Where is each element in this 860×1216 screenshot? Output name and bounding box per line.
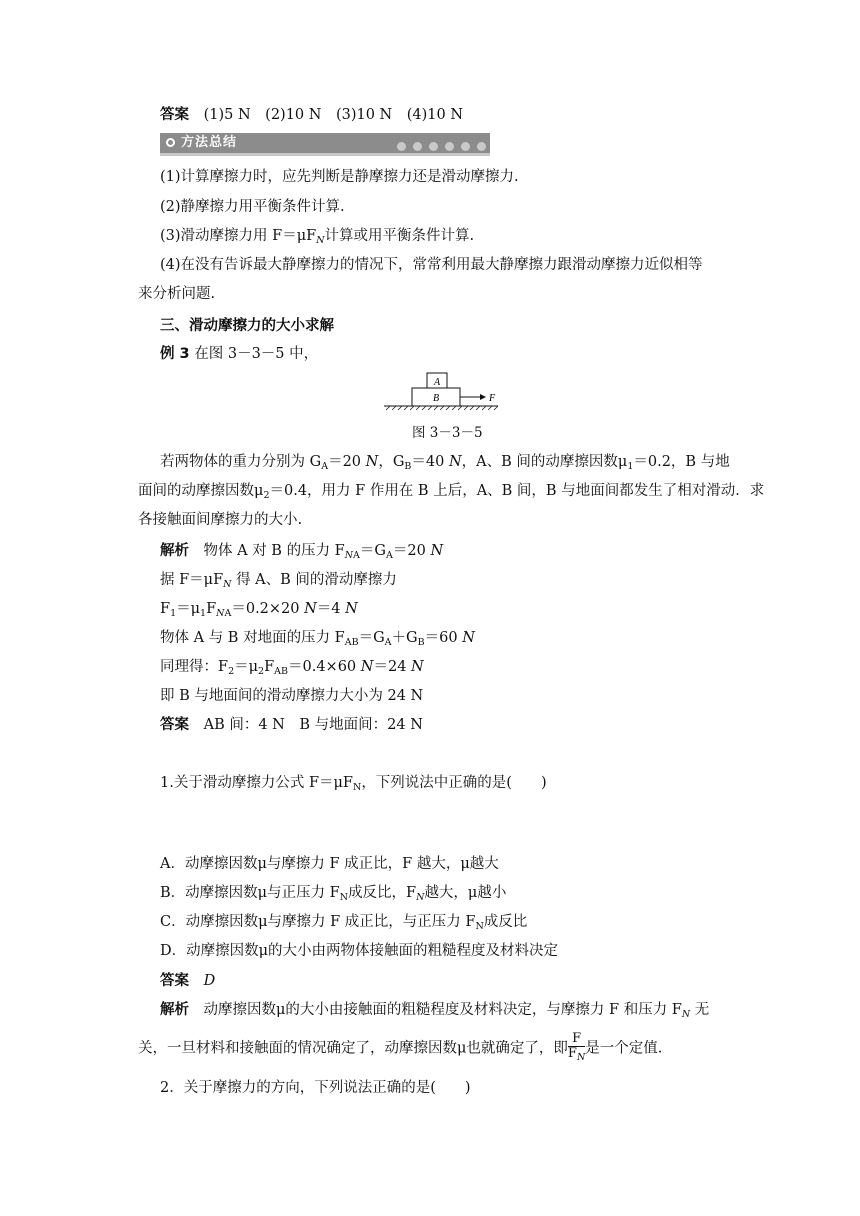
analysis-line-4-text: 物体 A 与 B 对地面的压力 F [160, 630, 345, 646]
option-c: C．动摩擦因数μ与摩擦力 F 成正比，与正压力 $F_N$成反比 [160, 914, 528, 932]
analysis-line-5-text: 同理得：F [160, 659, 229, 675]
method-item-2: (2)静摩擦力用平衡条件计算. [160, 199, 345, 215]
analysis-line-3-text: F [160, 601, 171, 617]
answer-line-2 [160, 714, 423, 736]
analysis-line-1-text: 物体 A 对 B 的压力 F [203, 543, 345, 559]
problem-line-1-text: 若两物体的重力分别为 G [160, 454, 322, 470]
method-item-1: (1)计算摩擦力时，应先判断是静摩擦力还是滑动摩擦力. [160, 169, 519, 185]
method-item-3-tail: 计算或用平衡条件计算. [324, 228, 475, 244]
force-label: F [489, 393, 496, 404]
answer-text: AB 间：4 N B 与地面间：24 N [203, 717, 423, 733]
answer-label: 答案 [160, 107, 189, 123]
arrow-head-icon [480, 394, 486, 400]
block-a-label: A [433, 377, 441, 388]
answer-text: (1)5 N (2)10 N (3)10 N (4)10 N [203, 107, 464, 123]
method-item-3-text: (3)滑动摩擦力用 F＝μF [160, 228, 317, 244]
question-1-stem: 1.关于滑动摩擦力公式 $F=\mu F_N$，下列说法中正确的是( ) [160, 775, 547, 793]
method-item-3: (3)滑动摩擦力用 $F=\mu F_N$计算或用平衡条件计算. [160, 228, 475, 246]
option-a: A．动摩擦因数μ与摩擦力 F 成正比，F 越大，μ越大 [160, 856, 499, 872]
ground-hatch [386, 406, 498, 410]
problem-line-3: 各接触面间摩擦力的大小. [138, 512, 303, 528]
question-1-analysis-text-2-tail: 是一个定值. [585, 1040, 663, 1057]
figure-blocks [380, 370, 500, 412]
dot-icon [477, 142, 486, 151]
analysis-line-3: $F_1=\mu_1F_{NA}=0.2\times 20$ N＝4 N [160, 601, 358, 619]
dot-icon [429, 142, 438, 151]
problem-line-2-text: 面间的动摩擦因数μ [138, 483, 264, 499]
analysis-line-4: 物体 A 与 B 对地面的压力 $F_{AB}=G_A+G_B=60$ N [160, 630, 475, 648]
analysis-line-1: 解析 物体 A 对 B 的压力 $F_{NA}=G_A=20$ N [160, 543, 444, 561]
decorative-dots [390, 139, 486, 155]
question-2-stem: 2．关于摩擦力的方向，下列说法正确的是( ) [160, 1080, 471, 1096]
banner-title [166, 133, 237, 153]
answer-value: D [203, 973, 216, 989]
question-1-stem-tail: ，下列说法中正确的是( ) [361, 775, 547, 791]
question-1-answer [160, 970, 215, 992]
analysis-line-2: 据 $F=\mu F_N$ 得 A、B 间的滑动摩擦力 [160, 572, 397, 590]
question-1-analysis-text-1: 动摩擦因数μ的大小由接触面的粗糙程度及材料决定，与摩擦力 F 和压力 F [203, 1002, 682, 1018]
dot-icon [445, 142, 454, 151]
answer-label: 答案 [160, 973, 189, 989]
analysis-label: 解析 [160, 543, 189, 559]
question-1-analysis-line-1: 解析 动摩擦因数μ的大小由接触面的粗糙程度及材料决定，与摩擦力 F 和压力 $F_N$ 无 [160, 1002, 710, 1020]
question-1-analysis-text-2: 关，一旦材料和接触面的情况确定了，动摩擦因数μ也就确定了，即 [138, 1040, 568, 1057]
option-d: D．动摩擦因数μ的大小由两物体接触面的粗糙程度及材料决定 [160, 943, 559, 959]
dot-icon [397, 142, 406, 151]
example-label: 例 3 [160, 346, 190, 362]
block-b-label: B [432, 393, 440, 404]
dot-icon [461, 142, 470, 151]
example-text: 在图 3－3－5 中， [194, 346, 319, 362]
method-item-4-cont: 来分析问题. [138, 286, 216, 302]
analysis-line-2-text: 据 F＝μF [160, 572, 224, 588]
answer-label: 答案 [160, 717, 189, 733]
problem-line-1: 若两物体的重力分别为 $G_A=20$ N，$G_B=40$ N，A、B 间的动摩擦因数$\mu_1=0.2$，B 与地 [160, 454, 730, 472]
figure-caption: 图 3－3－5 [412, 425, 483, 441]
method-item-4: (4)在没有告诉最大静摩擦力的情况下，常常利用最大静摩擦力跟滑动摩擦力近似相等 [160, 257, 703, 273]
fraction: $\frac{F}{F_N}$ [567, 1031, 586, 1063]
example-line [160, 343, 318, 365]
section-heading: 三、滑动摩擦力的大小求解 [160, 318, 334, 334]
option-b-text: B．动摩擦因数μ与正压力 F [160, 885, 340, 901]
analysis-label: 解析 [160, 1002, 189, 1018]
dot-icon [413, 142, 422, 151]
method-summary-banner [160, 133, 490, 156]
question-1-stem-text: 1.关于滑动摩擦力公式 F＝μF [160, 775, 353, 791]
analysis-line-5: 同理得：$F_2=\mu_2F_{AB}=0.4\times 60$ N＝24 N [160, 659, 424, 677]
answer-line-1 [160, 104, 463, 126]
option-b: B．动摩擦因数μ与正压力 $F_N$成反比，$F_N$越大，μ越小 [160, 885, 507, 903]
banner-title-text: 方法总结 [181, 135, 238, 150]
option-c-text: C．动摩擦因数μ与摩擦力 F 成正比，与正压力 F [160, 914, 476, 930]
analysis-line-6: 即 B 与地面间的滑动摩擦力大小为 24 N [160, 688, 424, 704]
question-1-analysis-line-2 [138, 1032, 662, 1065]
bullet-icon [166, 138, 175, 147]
problem-line-2: 面间的动摩擦因数$\mu_2=0.4$，用力 F 作用在 B 上后，A、B 间，B 与地面间都发生了相对滑动．求 [138, 483, 765, 501]
